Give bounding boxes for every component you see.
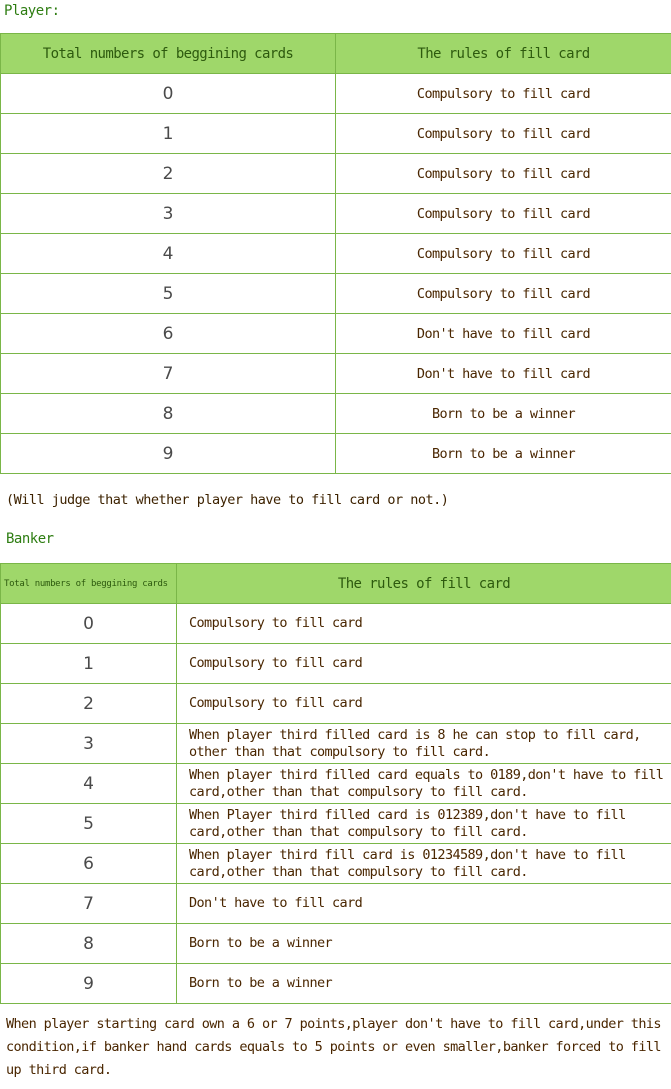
table-row xyxy=(1,764,671,804)
banker-row-rule: When player third filled card is 8 he can stop to fill card, other than that compulsory to fill card. xyxy=(177,724,671,764)
player-row-rule: Compulsory to fill card xyxy=(336,194,671,234)
table-row xyxy=(1,114,671,154)
banker-row-rule: Born to be a winner xyxy=(177,964,671,1004)
banker-row-number: 6 xyxy=(1,844,177,884)
player-header-fill-rules: The rules of fill card xyxy=(336,34,671,74)
player-row-rule: Born to be a winner xyxy=(336,434,671,474)
banker-row-number: 0 xyxy=(1,604,177,644)
table-row xyxy=(1,684,671,724)
table-row xyxy=(1,884,671,924)
table-row xyxy=(1,724,671,764)
banker-row-rule: Compulsory to fill card xyxy=(177,684,671,724)
table-row xyxy=(1,314,671,354)
player-row-number: 5 xyxy=(1,274,336,314)
banker-row-rule: When player third filled card equals to 0189,don't have to fill card,other than that compulsory to fill card. xyxy=(177,764,671,804)
banker-table-header xyxy=(1,564,671,604)
banker-rules-table xyxy=(0,563,671,1004)
banker-row-rule: Don't have to fill card xyxy=(177,884,671,924)
table-row xyxy=(1,924,671,964)
banker-row-number: 3 xyxy=(1,724,177,764)
table-row xyxy=(1,604,671,644)
table-row xyxy=(1,154,671,194)
banker-row-number: 4 xyxy=(1,764,177,804)
footer-note: When player starting card own a 6 or 7 points,player don't have to fill card,under this condition,if banker hand cards equals to 5 points or even smaller,banker forced to fill up third card. xyxy=(6,1016,661,1078)
player-note: (Will judge that whether player have to fill card or not.) xyxy=(6,492,449,508)
banker-row-rule: Compulsory to fill card xyxy=(177,604,671,644)
table-row xyxy=(1,234,671,274)
player-row-rule: Compulsory to fill card xyxy=(336,274,671,314)
banker-row-rule: When player third fill card is 01234589,don't have to fill card,other than that compulsory to fill card. xyxy=(177,844,671,884)
player-row-number: 1 xyxy=(1,114,336,154)
banker-row-rule: Compulsory to fill card xyxy=(177,644,671,684)
banker-row-number: 8 xyxy=(1,924,177,964)
player-row-rule: Compulsory to fill card xyxy=(336,154,671,194)
table-row xyxy=(1,644,671,684)
table-row xyxy=(1,194,671,234)
banker-header-fill-rules: The rules of fill card xyxy=(177,564,671,604)
player-row-number: 6 xyxy=(1,314,336,354)
banker-row-rule: Born to be a winner xyxy=(177,924,671,964)
player-section-label: Player: xyxy=(4,3,60,19)
table-row xyxy=(1,804,671,844)
banker-row-number: 1 xyxy=(1,644,177,684)
player-row-rule: Compulsory to fill card xyxy=(336,234,671,274)
table-row xyxy=(1,434,671,474)
table-row xyxy=(1,354,671,394)
player-row-rule: Compulsory to fill card xyxy=(336,114,671,154)
banker-row-number: 7 xyxy=(1,884,177,924)
table-row xyxy=(1,964,671,1004)
banker-row-number: 2 xyxy=(1,684,177,724)
player-row-rule: Don't have to fill card xyxy=(336,314,671,354)
banker-row-rule: When Player third filled card is 012389,don't have to fill card,other than that compulsory to fill card. xyxy=(177,804,671,844)
banker-section-label: Banker xyxy=(6,531,54,547)
table-row xyxy=(1,274,671,314)
player-row-number: 7 xyxy=(1,354,336,394)
player-row-rule: Born to be a winner xyxy=(336,394,671,434)
table-row xyxy=(1,74,671,114)
player-row-number: 4 xyxy=(1,234,336,274)
player-row-rule: Compulsory to fill card xyxy=(336,74,671,114)
banker-row-number: 5 xyxy=(1,804,177,844)
player-row-number: 3 xyxy=(1,194,336,234)
player-row-number: 8 xyxy=(1,394,336,434)
player-row-number: 2 xyxy=(1,154,336,194)
player-header-total-cards: Total numbers of beggining cards xyxy=(1,34,336,74)
table-row xyxy=(1,394,671,434)
player-row-number: 9 xyxy=(1,434,336,474)
table-row xyxy=(1,844,671,884)
banker-header-total-cards: Total numbers of beggining cards xyxy=(1,564,177,604)
player-row-number: 0 xyxy=(1,74,336,114)
player-rules-table xyxy=(0,33,671,474)
player-table-header xyxy=(1,34,671,74)
player-row-rule: Don't have to fill card xyxy=(336,354,671,394)
banker-row-number: 9 xyxy=(1,964,177,1004)
